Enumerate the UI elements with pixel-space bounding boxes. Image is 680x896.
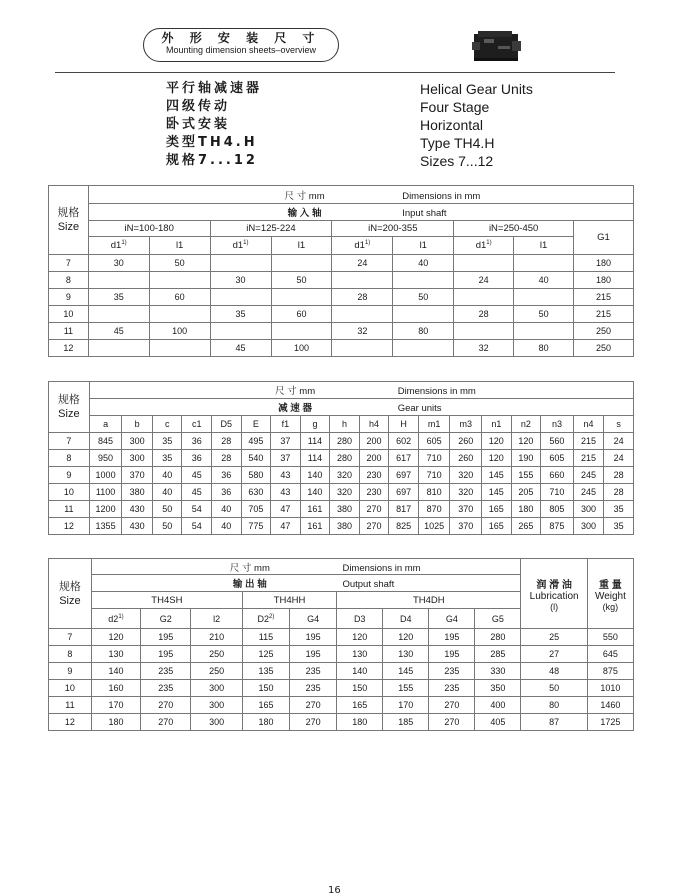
value-cell: 300 [122, 433, 153, 450]
value-cell: 190 [511, 450, 541, 467]
value-cell: 40 [152, 467, 182, 484]
table-row: 8 30 50 24 40 180 [49, 272, 634, 289]
value-cell: 28 [604, 467, 634, 484]
value-cell: 45 [182, 467, 212, 484]
value-cell: 36 [212, 467, 242, 484]
value-cell: 550 [587, 629, 633, 646]
value-cell: 28 [604, 484, 634, 501]
value-cell: 114 [300, 433, 330, 450]
value-cell: 810 [418, 484, 450, 501]
size-cell: 7 [49, 629, 92, 646]
value-cell: 270 [141, 697, 191, 714]
value-cell: 150 [242, 680, 289, 697]
value-cell: 24 [604, 433, 634, 450]
value-cell: 120 [511, 433, 541, 450]
size-cell: 10 [49, 680, 92, 697]
value-cell: 120 [91, 629, 140, 646]
col-d1: d1$^{1)}$ [210, 237, 271, 255]
value-cell: 145 [383, 663, 429, 680]
value-cell: 775 [241, 518, 271, 535]
value-cell: 47 [271, 501, 301, 518]
value-cell: 300 [573, 518, 604, 535]
value-cell: 845 [89, 433, 122, 450]
table-row: 11 45 100 32 80 250 [49, 323, 634, 340]
value-cell: 40 [212, 518, 242, 535]
value-cell: 35 [152, 433, 182, 450]
value-cell: 660 [541, 467, 574, 484]
col-d1: d1$^{1)}$ [454, 237, 514, 255]
value-cell: 35 [604, 518, 634, 535]
value-cell: 630 [241, 484, 271, 501]
value-cell: 825 [389, 518, 419, 535]
value-cell: 195 [429, 629, 475, 646]
value-cell: 145 [482, 484, 512, 501]
value-cell: 270 [141, 714, 191, 731]
col-l1: l1 [393, 237, 454, 255]
value-cell: 35 [604, 501, 634, 518]
value-cell: 48 [521, 663, 587, 680]
value-cell: 155 [383, 680, 429, 697]
value-cell: 400 [475, 697, 521, 714]
input-shaft-table [48, 185, 634, 357]
table-row [49, 646, 634, 663]
value-cell: 617 [389, 450, 419, 467]
size-cell: 10 [49, 484, 90, 501]
value-cell: 54 [182, 501, 212, 518]
value-cell: 235 [429, 663, 475, 680]
size-cell: 9 [49, 663, 92, 680]
value-cell: 710 [418, 467, 450, 484]
col-d1: d1$^{1)}$ [332, 237, 393, 255]
value-cell: 300 [573, 501, 604, 518]
table-row [49, 680, 634, 697]
value-cell: 180 [337, 714, 383, 731]
value-cell: 320 [450, 484, 482, 501]
size-cell: 11 [49, 697, 92, 714]
value-cell: 430 [122, 501, 153, 518]
value-cell: 705 [241, 501, 271, 518]
value-cell: 645 [587, 646, 633, 663]
value-cell: 430 [122, 518, 153, 535]
table-row [49, 484, 634, 501]
value-cell: 27 [521, 646, 587, 663]
col-l1: l1 [514, 237, 574, 255]
table-row [49, 433, 634, 450]
value-cell: 155 [511, 467, 541, 484]
value-cell: 580 [241, 467, 271, 484]
value-cell: 697 [389, 467, 419, 484]
value-cell: 875 [541, 518, 574, 535]
lubrication-header: 润 滑 油 Lubrication (l) [521, 559, 587, 629]
value-cell: 180 [511, 501, 541, 518]
value-cell: 185 [383, 714, 429, 731]
value-cell: 210 [191, 629, 242, 646]
value-cell: 25 [521, 629, 587, 646]
value-cell: 130 [91, 646, 140, 663]
value-cell: 160 [91, 680, 140, 697]
table-row [49, 518, 634, 535]
value-cell: 47 [271, 518, 301, 535]
size-cell: 12 [49, 518, 90, 535]
table-row: 9 35 60 28 50 215 [49, 289, 634, 306]
title-zh-line: 卧式安装 [166, 117, 231, 132]
value-cell: 150 [337, 680, 383, 697]
size-cell: 12 [49, 714, 92, 731]
value-cell: 605 [418, 433, 450, 450]
value-cell: 43 [271, 484, 301, 501]
section-badge [143, 28, 339, 62]
type-group: TH4DH [337, 592, 521, 609]
value-cell: 330 [475, 663, 521, 680]
value-cell: 120 [482, 450, 512, 467]
value-cell: 250 [191, 663, 242, 680]
table-row [49, 467, 634, 484]
value-cell: 230 [359, 467, 389, 484]
value-cell: 260 [450, 433, 482, 450]
type-group: TH4SH [91, 592, 242, 609]
col-l1: l1 [149, 237, 210, 255]
table-row: 7 30 50 24 40 180 [49, 255, 634, 272]
value-cell: 40 [212, 501, 242, 518]
table-row [49, 501, 634, 518]
ratio-group: iN=100-180 [88, 221, 210, 237]
title-zh-line: 规格7...12 [166, 153, 258, 168]
value-cell: 710 [541, 484, 574, 501]
value-cell: 28 [212, 450, 242, 467]
value-cell: 120 [383, 629, 429, 646]
value-cell: 54 [182, 518, 212, 535]
value-cell: 1355 [89, 518, 122, 535]
table-row: 12 45 100 32 80 250 [49, 340, 634, 357]
value-cell: 165 [482, 501, 512, 518]
value-cell: 270 [359, 501, 389, 518]
value-cell: 165 [337, 697, 383, 714]
value-cell: 805 [541, 501, 574, 518]
value-cell: 140 [300, 484, 330, 501]
value-cell: 1460 [587, 697, 633, 714]
value-cell: 260 [450, 450, 482, 467]
value-cell: 165 [482, 518, 512, 535]
dimension-header: 尺 寸 mm Dimensions in mm [88, 186, 633, 204]
value-cell: 215 [573, 450, 604, 467]
title-en-line: Four Stage [420, 99, 490, 115]
title-en-line: Sizes 7...12 [420, 153, 494, 169]
value-cell: 285 [475, 646, 521, 663]
size-header: 规格 Size [49, 186, 89, 255]
value-cell: 875 [587, 663, 633, 680]
value-cell: 370 [450, 501, 482, 518]
value-cell: 1025 [418, 518, 450, 535]
value-cell: 270 [429, 714, 475, 731]
table-row [49, 629, 634, 646]
type-group: TH4HH [242, 592, 336, 609]
value-cell: 135 [242, 663, 289, 680]
value-cell: 180 [91, 714, 140, 731]
value-cell: 950 [89, 450, 122, 467]
badge-title-en: Mounting dimension sheets–overview [165, 45, 317, 55]
value-cell: 140 [91, 663, 140, 680]
table-row [49, 663, 634, 680]
value-cell: 235 [290, 680, 337, 697]
value-cell: 245 [573, 484, 604, 501]
title-block-zh [166, 80, 262, 170]
subsection-header: 减 速 器 Gear units [89, 399, 633, 416]
value-cell: 180 [242, 714, 289, 731]
value-cell: 250 [191, 646, 242, 663]
subsection-header: 输 入 轴 Input shaft [88, 204, 633, 221]
value-cell: 145 [482, 467, 512, 484]
column-header-row: a b c c1 D5 E f1 g h h4 H m1 m3 n1 n2 n3 n4 s [49, 416, 634, 433]
col-G1: G1 [574, 221, 634, 255]
value-cell: 320 [330, 484, 360, 501]
value-cell: 140 [300, 467, 330, 484]
value-cell: 245 [573, 467, 604, 484]
value-cell: 40 [152, 484, 182, 501]
value-cell: 1100 [89, 484, 122, 501]
ratio-group: iN=125-224 [210, 221, 332, 237]
title-zh-line: 四级传动 [166, 99, 231, 114]
size-header: 规格 Size [49, 382, 90, 433]
value-cell: 495 [241, 433, 271, 450]
title-zh-line: 平行轴减速器 [166, 81, 263, 96]
value-cell: 45 [182, 484, 212, 501]
value-cell: 370 [122, 467, 153, 484]
value-cell: 36 [182, 450, 212, 467]
value-cell: 710 [418, 450, 450, 467]
value-cell: 80 [521, 697, 587, 714]
value-cell: 195 [141, 646, 191, 663]
table-row [49, 450, 634, 467]
title-en-line: Helical Gear Units [420, 81, 533, 97]
value-cell: 120 [482, 433, 512, 450]
header-rule [55, 72, 615, 73]
value-cell: 140 [337, 663, 383, 680]
value-cell: 870 [418, 501, 450, 518]
value-cell: 37 [271, 433, 301, 450]
value-cell: 817 [389, 501, 419, 518]
ratio-group: iN=250-450 [454, 221, 574, 237]
size-cell: 7 [49, 433, 90, 450]
title-en-line: Type TH4.H [420, 135, 495, 151]
value-cell: 165 [242, 697, 289, 714]
output-shaft-table [48, 558, 634, 731]
value-cell: 280 [330, 450, 360, 467]
value-cell: 200 [359, 433, 389, 450]
size-cell: 9 [49, 467, 90, 484]
title-zh-line: 类型TH4.H [166, 135, 258, 150]
value-cell: 380 [122, 484, 153, 501]
col-l1: l1 [271, 237, 332, 255]
value-cell: 161 [300, 501, 330, 518]
value-cell: 300 [191, 714, 242, 731]
size-cell: 8 [49, 450, 90, 467]
value-cell: 380 [330, 518, 360, 535]
dimension-header: 尺 寸 mm Dimensions in mm [91, 559, 521, 575]
title-block-en [420, 80, 533, 170]
value-cell: 24 [604, 450, 634, 467]
value-cell: 205 [511, 484, 541, 501]
ratio-group: iN=200-355 [332, 221, 454, 237]
value-cell: 120 [337, 629, 383, 646]
value-cell: 270 [290, 697, 337, 714]
subsection-header: 输 出 轴 Output shaft [91, 575, 521, 592]
value-cell: 370 [450, 518, 482, 535]
value-cell: 300 [122, 450, 153, 467]
value-cell: 270 [429, 697, 475, 714]
value-cell: 560 [541, 433, 574, 450]
value-cell: 161 [300, 518, 330, 535]
value-cell: 125 [242, 646, 289, 663]
value-cell: 215 [573, 433, 604, 450]
value-cell: 320 [450, 467, 482, 484]
value-cell: 130 [337, 646, 383, 663]
value-cell: 265 [511, 518, 541, 535]
value-cell: 50 [152, 501, 182, 518]
value-cell: 1010 [587, 680, 633, 697]
table-row: 10 35 60 28 50 215 [49, 306, 634, 323]
value-cell: 1200 [89, 501, 122, 518]
value-cell: 230 [359, 484, 389, 501]
table-row [49, 697, 634, 714]
value-cell: 697 [389, 484, 419, 501]
value-cell: 195 [141, 629, 191, 646]
gear-unit-image [470, 28, 522, 64]
badge-title-zh: 外 形 安 装 尺 寸 [161, 31, 321, 45]
value-cell: 28 [212, 433, 242, 450]
value-cell: 270 [359, 518, 389, 535]
value-cell: 115 [242, 629, 289, 646]
value-cell: 200 [359, 450, 389, 467]
gear-units-table [48, 381, 634, 535]
value-cell: 300 [191, 697, 242, 714]
value-cell: 270 [290, 714, 337, 731]
value-cell: 235 [141, 680, 191, 697]
value-cell: 50 [152, 518, 182, 535]
value-cell: 280 [475, 629, 521, 646]
value-cell: 405 [475, 714, 521, 731]
value-cell: 195 [290, 646, 337, 663]
value-cell: 87 [521, 714, 587, 731]
value-cell: 195 [290, 629, 337, 646]
value-cell: 114 [300, 450, 330, 467]
value-cell: 280 [330, 433, 360, 450]
value-cell: 540 [241, 450, 271, 467]
value-cell: 380 [330, 501, 360, 518]
size-cell: 8 [49, 646, 92, 663]
value-cell: 35 [152, 450, 182, 467]
value-cell: 602 [389, 433, 419, 450]
value-cell: 1725 [587, 714, 633, 731]
value-cell: 37 [271, 450, 301, 467]
weight-header: 重 量 Weight (kg) [587, 559, 633, 629]
value-cell: 170 [383, 697, 429, 714]
page-number: 16 [328, 885, 341, 896]
value-cell: 605 [541, 450, 574, 467]
column-header-row: d2$^{1)}$ G2 l2 D2$^{2)}$ G4 D3 D4 G4 G5 [49, 609, 634, 629]
title-en-line: Horizontal [420, 117, 484, 133]
value-cell: 170 [91, 697, 140, 714]
value-cell: 50 [521, 680, 587, 697]
col-d1: d1$^{1)}$ [88, 237, 149, 255]
value-cell: 320 [330, 467, 360, 484]
value-cell: 235 [429, 680, 475, 697]
value-cell: 350 [475, 680, 521, 697]
value-cell: 235 [141, 663, 191, 680]
table-row [49, 714, 634, 731]
value-cell: 235 [290, 663, 337, 680]
dimension-header: 尺 寸 mm Dimensions in mm [89, 382, 633, 399]
size-cell: 11 [49, 501, 90, 518]
value-cell: 130 [383, 646, 429, 663]
value-cell: 36 [182, 433, 212, 450]
value-cell: 1000 [89, 467, 122, 484]
value-cell: 43 [271, 467, 301, 484]
value-cell: 195 [429, 646, 475, 663]
value-cell: 36 [212, 484, 242, 501]
value-cell: 300 [191, 680, 242, 697]
size-header: 规格 Size [49, 559, 92, 629]
